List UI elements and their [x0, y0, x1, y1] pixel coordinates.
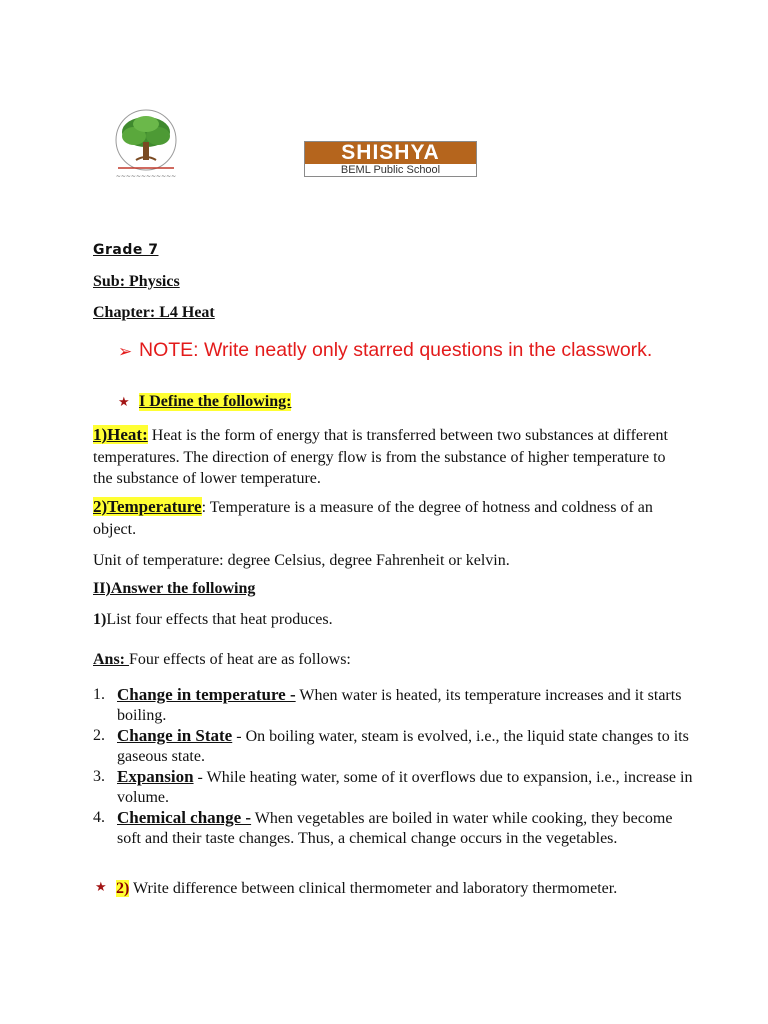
answer-label: Ans:	[93, 651, 130, 668]
grade-label: Grade 7	[93, 242, 159, 258]
svg-text:~~~~~~~~~~~~: ~~~~~~~~~~~~	[115, 173, 177, 180]
temperature-text: : Temperature is a measure of the degree of hotness and coldness of an object.	[93, 499, 653, 538]
answer-text: Four effects of heat are as follows:	[129, 651, 351, 668]
school-logo-name: SHISHYA	[305, 142, 476, 164]
list-item-term: Change in temperature -	[117, 685, 296, 704]
chapter-label: Chapter: L4 Heat	[93, 304, 215, 321]
question-1-number: 1)	[93, 611, 107, 628]
temperature-term: 2)Temperature	[93, 497, 202, 516]
unit-text: Unit of temperature: degree Celsius, degree Fahrenheit or kelvin.	[93, 552, 510, 569]
list-item-number: 1.	[93, 686, 105, 703]
note-text: NOTE: Write neatly only starred questions in the classwork.	[139, 339, 653, 361]
list-item	[93, 726, 693, 767]
list-item-number: 2.	[93, 727, 105, 744]
question-2-number: 2)	[116, 880, 130, 897]
define-heading: I Define the following:	[139, 393, 292, 410]
list-item-term: Expansion	[117, 767, 194, 786]
star-icon: ★	[118, 395, 130, 410]
question-2	[116, 878, 636, 900]
subject-label: Sub: Physics	[93, 273, 180, 290]
question-1	[93, 611, 333, 629]
answer-line	[93, 651, 351, 669]
list-item	[93, 767, 693, 808]
list-item	[93, 808, 693, 849]
star-icon: ★	[95, 880, 107, 895]
list-item-text: - While heating water, some of it overflows due to expansion, i.e., increase in volume.	[117, 769, 693, 806]
question-2-text: Write difference between clinical thermometer and laboratory thermometer.	[129, 880, 618, 897]
temperature-definition	[93, 496, 668, 540]
list-item-term: Chemical change -	[117, 808, 252, 827]
heat-definition	[93, 424, 668, 490]
effects-list	[93, 685, 693, 849]
list-item-number: 3.	[93, 768, 105, 785]
list-item-term: Change in State	[117, 726, 233, 745]
list-item-text: When water is heated, its temperature increases and it starts boiling.	[117, 687, 682, 724]
school-logo	[304, 141, 477, 177]
list-item-text: - On boiling water, steam is evolved, i.e., the liquid state changes to its gaseous state.	[117, 728, 689, 765]
arrow-right-icon: ➢	[118, 342, 133, 362]
heat-text: Heat is the form of energy that is transferred between two substances at different temperatures. The direction of energy flow is from the substance of higher temperature to the substance of lower temperature.	[93, 427, 668, 487]
heat-term: 1)Heat:	[93, 425, 148, 444]
list-item	[93, 685, 693, 726]
trust-emblem-logo	[98, 108, 194, 182]
answer-heading: II)Answer the following	[93, 580, 256, 597]
school-logo-subtitle: BEML Public School	[340, 164, 441, 176]
list-item-number: 4.	[93, 809, 105, 826]
list-item-text: When vegetables are boiled in water while cooking, they become soft and their taste changes. Thus, a chemical change occurs in the vegetables.	[117, 810, 673, 847]
question-1-text: List four effects that heat produces.	[106, 611, 333, 628]
